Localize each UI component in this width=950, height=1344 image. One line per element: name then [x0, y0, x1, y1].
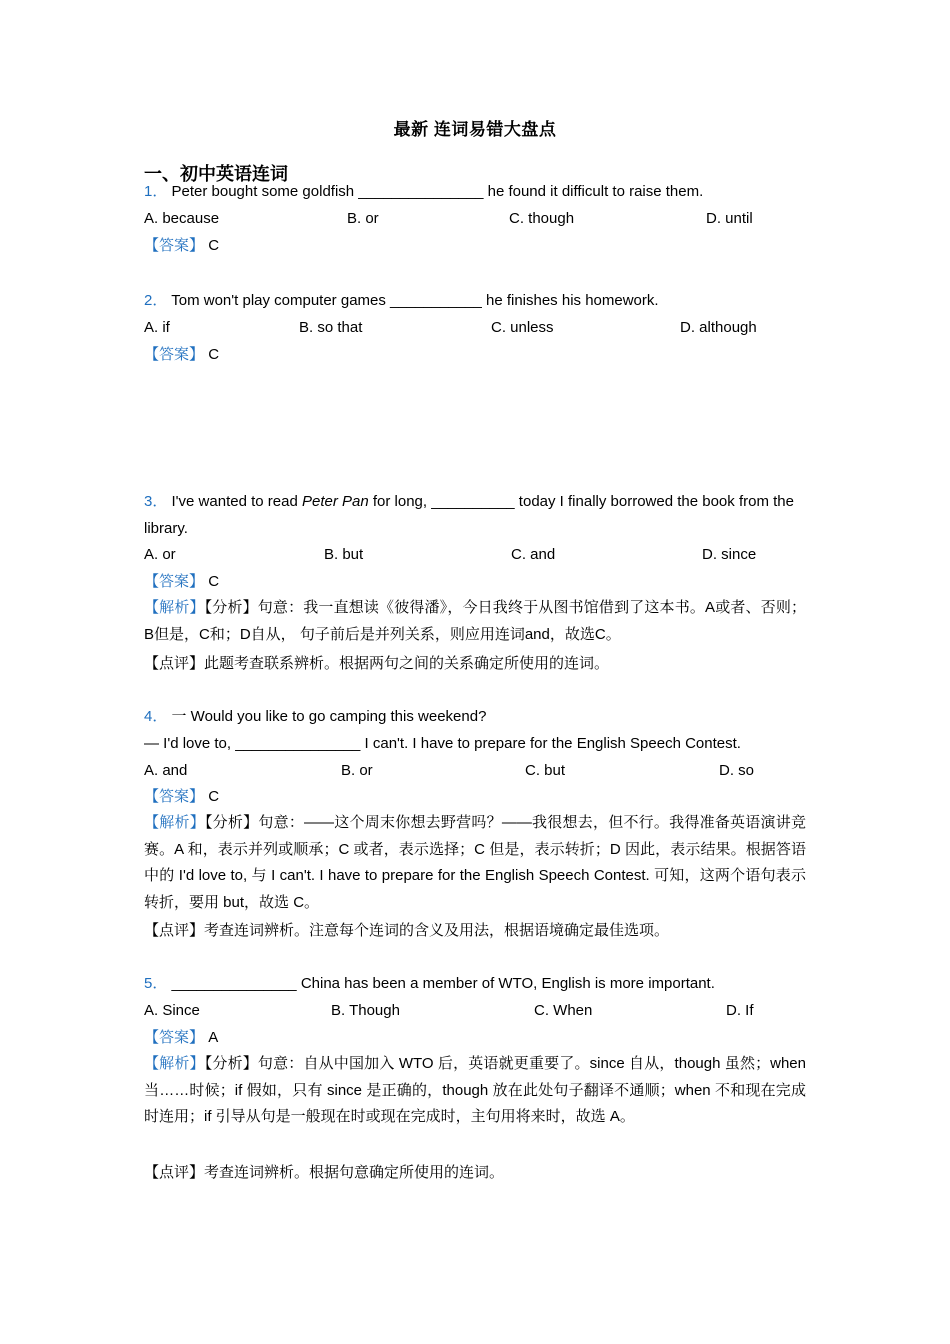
answer-tag: 【答案】 [144, 573, 205, 590]
option-a: A. and [144, 762, 188, 779]
question-number: 2． [144, 292, 168, 309]
analysis-block [144, 1051, 806, 1131]
option-b: B. so that [299, 319, 363, 336]
option-b: B. but [324, 546, 364, 563]
answer-value: C [208, 346, 220, 363]
option-a: A. if [144, 319, 170, 336]
answer-value: C [208, 573, 220, 590]
option-a: A. or [144, 546, 176, 563]
answer-tag: 【答案】 [144, 346, 205, 363]
analysis-block [144, 810, 806, 917]
answer-tag: 【答案】 [144, 1029, 205, 1046]
question-5 [144, 974, 715, 994]
question-3-continued: library. [144, 520, 188, 537]
analysis-block [144, 595, 806, 648]
question-number: 4． [144, 708, 168, 725]
book-title: Peter Pan [301, 493, 369, 510]
question-stem: _______________ China has been a member of WTO, English is more important. [171, 975, 715, 992]
answer-tag: 【答案】 [144, 237, 205, 254]
analysis-tag: 【解析】 [144, 599, 205, 616]
question-2 [144, 291, 659, 311]
analysis-text: 【分析】句意：我一直想读《彼得潘》，今日我终于从图书馆借到了这本书。A或者、否则；B但是，C和；D自从， 句子前后是并列关系，则应用连词and，故选C。 [144, 599, 806, 643]
answer-line [144, 236, 219, 256]
question-stem: Tom won't play computer games ___________ he finishes his homework. [171, 292, 659, 309]
option-c: C. though [509, 210, 575, 227]
option-d: D. although [680, 319, 757, 336]
section-heading: 一、初中英语连词 [144, 164, 288, 184]
option-d: D. If [726, 1002, 754, 1019]
option-d: D. until [706, 210, 753, 227]
option-a: A. Since [144, 1002, 200, 1019]
comment: 【点评】考查连词辨析。根据句意确定所使用的连词。 [144, 1164, 505, 1181]
question-stem-part: I've wanted to read [171, 493, 302, 510]
option-c: C. unless [491, 319, 554, 336]
question-stem: Peter bought some goldfish _______________ he found it difficult to raise them. [171, 183, 704, 200]
analysis-tag: 【解析】 [144, 1055, 205, 1072]
option-d: D. so [719, 762, 755, 779]
question-1-options [0, 209, 950, 229]
comment: 【点评】考查连词辨析。注意每个连词的含义及用法，根据语境确定最佳选项。 [144, 922, 670, 939]
option-c: C. but [525, 762, 566, 779]
option-b: B. or [341, 762, 373, 779]
option-c: C. and [511, 546, 556, 563]
analysis-text: 【分析】句意：——这个周末你想去野营吗？——我很想去，但不行。我得准备英语演讲竞赛。A 和，表示并列或顺承；C 或者，表示选择；C 但是，表示转折；D 因此，表示结果。根据答语中的 I'd love to, 与 I can't. I have to prepare for the English Speech Contest. 可知，这两个语句表示转折，要用 but，故选 C。 [144, 814, 806, 912]
answer-line [144, 345, 219, 365]
question-2-options [0, 318, 950, 338]
question-number: 3． [144, 493, 168, 510]
analysis-text: 【分析】句意：自从中国加入 WTO 后，英语就更重要了。since 自从，though 虽然；when 当……时候；if 假如，只有 since 是正确的，though 放在此处句子翻译不通顺；when 不和现在完成时连用；if 引导从句是一般现在时或现在完成时，主句用将来时，故选 A。 [144, 1055, 806, 1126]
document-title: 最新 连词易错大盘点 [393, 120, 557, 139]
question-5-options [0, 1001, 950, 1021]
question-stem: 一 Would you like to go camping this weekend? [171, 708, 487, 725]
option-b: B. or [347, 210, 379, 227]
question-3 [144, 492, 794, 512]
question-number: 5． [144, 975, 168, 992]
answer-line [144, 1028, 218, 1048]
answer-tag: 【答案】 [144, 788, 205, 805]
option-a: A. because [144, 210, 220, 227]
answer-value: C [208, 788, 220, 805]
question-number: 1． [144, 183, 168, 200]
question-3-options [0, 545, 950, 565]
question-4 [144, 707, 486, 727]
option-b: B. Though [331, 1002, 400, 1019]
question-stem-part: for long, __________ today I finally borrowed the book from the [368, 493, 794, 510]
question-1 [144, 182, 703, 202]
answer-line [144, 787, 219, 807]
analysis-tag: 【解析】 [144, 814, 205, 831]
answer-value: A [208, 1029, 219, 1046]
option-c: C. When [534, 1002, 593, 1019]
comment: 【点评】此题考查联系辨析。根据两句之间的关系确定所使用的连词。 [144, 655, 610, 672]
option-d: D. since [702, 546, 757, 563]
question-4-reply: — I'd love to, _______________ I can't. I have to prepare for the English Speech Contest. [144, 735, 741, 752]
question-4-options [0, 761, 950, 781]
answer-line [144, 572, 219, 592]
answer-value: C [208, 237, 220, 254]
